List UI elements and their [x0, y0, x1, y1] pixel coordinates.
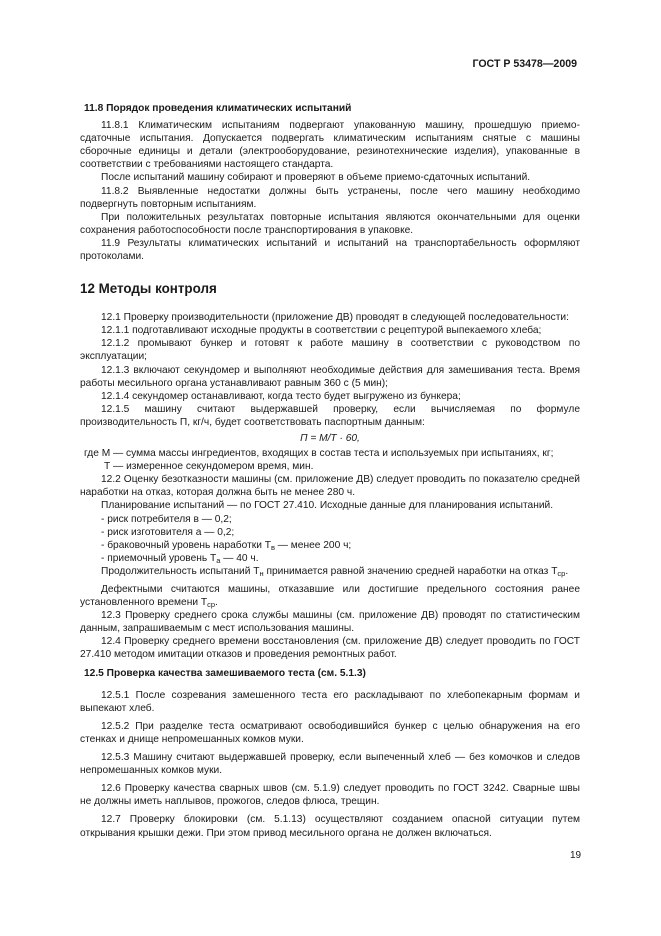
list-item-text: — 40 ч. [220, 552, 259, 564]
paragraph: 11.9 Результаты климатических испытаний и испытаний на транспортабельность оформляют протоколами. [80, 237, 580, 263]
paragraph [80, 565, 580, 578]
paragraph: 11.8.2 Выявленные недостатки должны быть устранены, после чего машину необходимо подвергнуть повторным испытаниям. [80, 185, 580, 210]
document-header: ГОСТ Р 53478—2009 [472, 58, 577, 70]
paragraph [80, 583, 580, 609]
paragraph: При положительных результатах повторные испытания являются окончательными для оценки сохранения работоспособности после транспортирования в упаковке. [80, 211, 580, 236]
paragraph-text: Продолжительность испытаний Т [101, 565, 260, 577]
list-item: - риск изготовителя а — 0,2; [101, 526, 235, 538]
list-item [80, 539, 580, 552]
paragraph: 12.7 Проверку блокировки (см. 5.1.13) осуществляют созданием опасной ситуации путем открывания крышки дежи. При этом привод месильного органа не должен включаться. [80, 814, 580, 839]
document-body [80, 102, 580, 840]
list-item-text: - браковочный уровень наработки Т [101, 539, 271, 551]
list-item-text: - приемочный уровень Т [101, 552, 217, 564]
paragraph: 12.1.5 машину считают выдержавшей проверку, если вычисляемая по формуле производительность П, кг/ч, будет соответствовать паспортным данным: [80, 403, 580, 428]
paragraph: 12.4 Проверку среднего времени восстановления (см. приложение ДВ) следует проводить по ГОСТ 27.410 методом имитации отказов и проведения ремонтных работ. [80, 636, 580, 661]
paragraph: 12.1.4 секундомер останавливают, когда тесто будет выгружено из бункера; [101, 390, 461, 402]
list-item-text: — менее 200 ч; [274, 539, 352, 551]
paragraph: Планирование испытаний — по ГОСТ 27.410. Исходные данные для планирования испытаний. [101, 500, 554, 512]
paragraph: 12.5.1 После созревания замешенного теста его раскладывают по хлебопекарным формам и выпекают хлеб. [80, 689, 580, 714]
section-11-8-title: 11.8 Порядок проведения климатических испытаний [84, 103, 352, 114]
list-item: - риск потребителя в — 0,2; [101, 513, 232, 525]
page-number: 19 [570, 850, 582, 861]
formula-where-m: где М — сумма массы ингредиентов, входящих в состав теста и используемых при испытаниях, кг; [84, 448, 554, 460]
paragraph-text: . [214, 597, 218, 609]
paragraph: 12.3 Проверку среднего срока службы машины (см. приложение ДВ) проводят по статистическим данным, запрашиваемым с мест использования машины. [80, 610, 580, 635]
formula [80, 432, 580, 445]
subscript: ср [207, 600, 215, 610]
section-12-5-title: 12.5 Проверка качества замешиваемого теста (см. 5.1.3) [84, 667, 366, 679]
paragraph-text: принимается равной значению средней наработки на отказ Т [263, 565, 558, 577]
paragraph: После испытаний машину собирают и проверяют в объеме приемо-сдаточных испытаний. [101, 172, 531, 184]
paragraph: 12.5.2 При разделке теста осматривают освободившийся бункер с целью обнаружения на его стенках и днище непромешанных комков муки. [80, 720, 580, 745]
subscript: в [270, 542, 275, 552]
formula-where-t: Т — измеренное секундомером время, мин. [104, 461, 314, 473]
formula-text: П = М/Т · 60, [300, 432, 360, 444]
paragraph-text: . [565, 565, 569, 577]
section-12-title: 12 Методы контроля [80, 281, 217, 297]
paragraph: 12.5.3 Машину считают выдержавшей проверку, если выпеченный хлеб — без комочков и следов непромешанных комков муки. [80, 752, 580, 777]
subscript: а [216, 555, 221, 565]
paragraph-text: Дефектными считаются машины, отказавшие или достигшие предельного состояния ранее установленного времени Т [80, 584, 580, 609]
paragraph: 12.6 Проверку качества сварных швов (см. 5.1.9) следует проводить по ГОСТ 3242. Сварные швы не должны иметь наплывов, прожогов, следов флюса, трещин. [80, 783, 580, 808]
paragraph: 12.1.2 промывают бункер и готовят к работе машину в соответствии с руководством по эксплуатации; [80, 338, 580, 363]
list-item [80, 552, 580, 565]
paragraph: 12.1 Проверку производительности (приложение ДВ) проводят в следующей последовательности: [101, 312, 569, 324]
paragraph: 11.8.1 Климатическим испытаниям подвергают упакованную машину, прошедшую приемо-сдаточные испытания. Допускается подвергать климатическим испытаниям снятые с машины сборочные единицы и детали (электрооборудование, резинотехнические изделия), упакованные в соответствии с требованиями настоящего стандарта. [80, 120, 580, 171]
subscript: н [259, 568, 264, 578]
paragraph: 12.1.1 подготавливают исходные продукты в соответствии с рецептурой выпекаемого хлеба; [101, 325, 542, 337]
paragraph: 12.1.3 включают секундомер и выполняют необходимые действия для замешивания теста. Время работы месильного органа устанавливают равным 360 с (5 мин); [80, 364, 580, 389]
subscript: ср [557, 568, 566, 578]
paragraph: 12.2 Оценку безотказности машины (см. приложение ДВ) следует проводить по показателю средней наработки на отказ, которая должна быть не менее 280 ч. [80, 474, 580, 499]
